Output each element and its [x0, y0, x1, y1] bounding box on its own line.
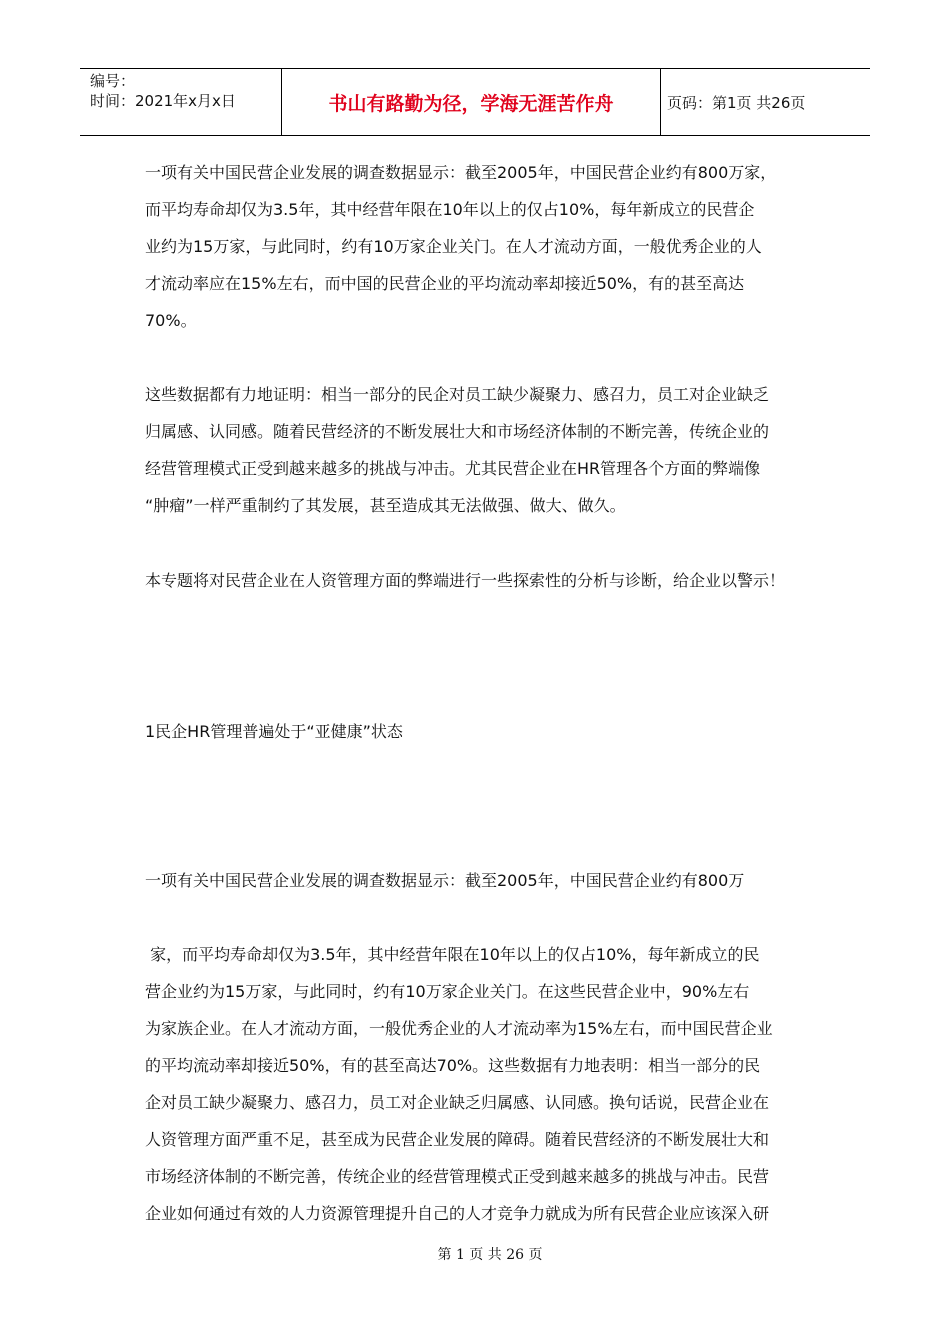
paragraph-line: 的平均流动率却接近50%，有的甚至高达70%。这些数据有力地表明：相当一部分的民	[145, 1056, 761, 1075]
header-page-cell	[661, 69, 870, 135]
paragraph-line: 才流动率应在15%左右，而中国的民营企业的平均流动率却接近50%，有的甚至高达	[145, 274, 745, 293]
paragraph-line: 为家族企业。在人才流动方面，一般优秀企业的人才流动率为15%左右，而中国民营企业	[145, 1019, 773, 1038]
page-footer: 第 1 页 共 26 页	[437, 1247, 543, 1263]
paragraph-line: 而平均寿命却仅为3.5年，其中经营年限在10年以上的仅占10%，每年新成立的民营企	[145, 200, 755, 219]
header-table	[80, 68, 870, 136]
paragraph-line: 一项有关中国民营企业发展的调查数据显示：截至2005年，中国民营企业约有800万家，	[145, 163, 777, 182]
paragraph-5	[145, 936, 773, 1232]
motto-text: 书山有路勤为径，学海无涯苦作舟	[328, 93, 614, 115]
paragraph-line: 企业如何通过有效的人力资源管理提升自己的人才竞争力就成为所有民营企业应该深入研	[145, 1204, 770, 1223]
paragraph-line: “肿瘤”一样严重制约了其发展，甚至造成其无法做强、做大、做久。	[145, 496, 626, 515]
paragraph-line: 企对员工缺少凝聚力、感召力，员工对企业缺乏归属感、认同感。换句话说，民营企业在	[145, 1093, 770, 1112]
paragraph-line: 家，而平均寿命却仅为3.5年，其中经营年限在10年以上的仅占10%，每年新成立的民	[145, 945, 760, 964]
paragraph-line: 本专题将对民营企业在人资管理方面的弊端进行一些探索性的分析与诊断，给企业以警示！	[145, 571, 786, 590]
paragraph-1	[145, 154, 776, 339]
header-motto-cell	[282, 69, 661, 135]
paragraph-3	[145, 562, 785, 599]
paragraph-4	[145, 862, 744, 899]
paragraph-line: 70%。	[145, 311, 197, 330]
paragraph-line: 一项有关中国民营企业发展的调查数据显示：截至2005年，中国民营企业约有800万	[145, 871, 745, 890]
paragraph-2	[145, 376, 769, 524]
paragraph-line: 人资管理方面严重不足，甚至成为民营企业发展的障碍。随着民营经济的不断发展壮大和	[145, 1130, 770, 1149]
section-heading: 1民企HR管理普遍处于“亚健康”状态	[145, 722, 403, 741]
paragraph-line: 营企业约为15万家，与此同时，约有10万家企业关门。在这些民营企业中，90%左右	[145, 982, 750, 1001]
paragraph-line: 这些数据都有力地证明：相当一部分的民企对员工缺少凝聚力、感召力，员工对企业缺乏	[145, 385, 770, 404]
document-time-label: 时间：2021年x月x日	[90, 92, 236, 110]
paragraph-line: 市场经济体制的不断完善，传统企业的经营管理模式正受到越来越多的挑战与冲击。民营	[145, 1167, 770, 1186]
document-number-label: 编号：	[90, 72, 136, 90]
paragraph-line: 归属感、认同感。随着民营经济的不断发展壮大和市场经济体制的不断完善，传统企业的	[145, 422, 770, 441]
paragraph-line: 业约为15万家，与此同时，约有10万家企业关门。在人才流动方面，一般优秀企业的人	[145, 237, 762, 256]
page-code-label: 页码：第1页 共26页	[667, 94, 806, 112]
header-info-cell	[80, 69, 282, 135]
paragraph-line: 经营管理模式正受到越来越多的挑战与冲击。尤其民营企业在HR管理各个方面的弊端像	[145, 459, 761, 478]
